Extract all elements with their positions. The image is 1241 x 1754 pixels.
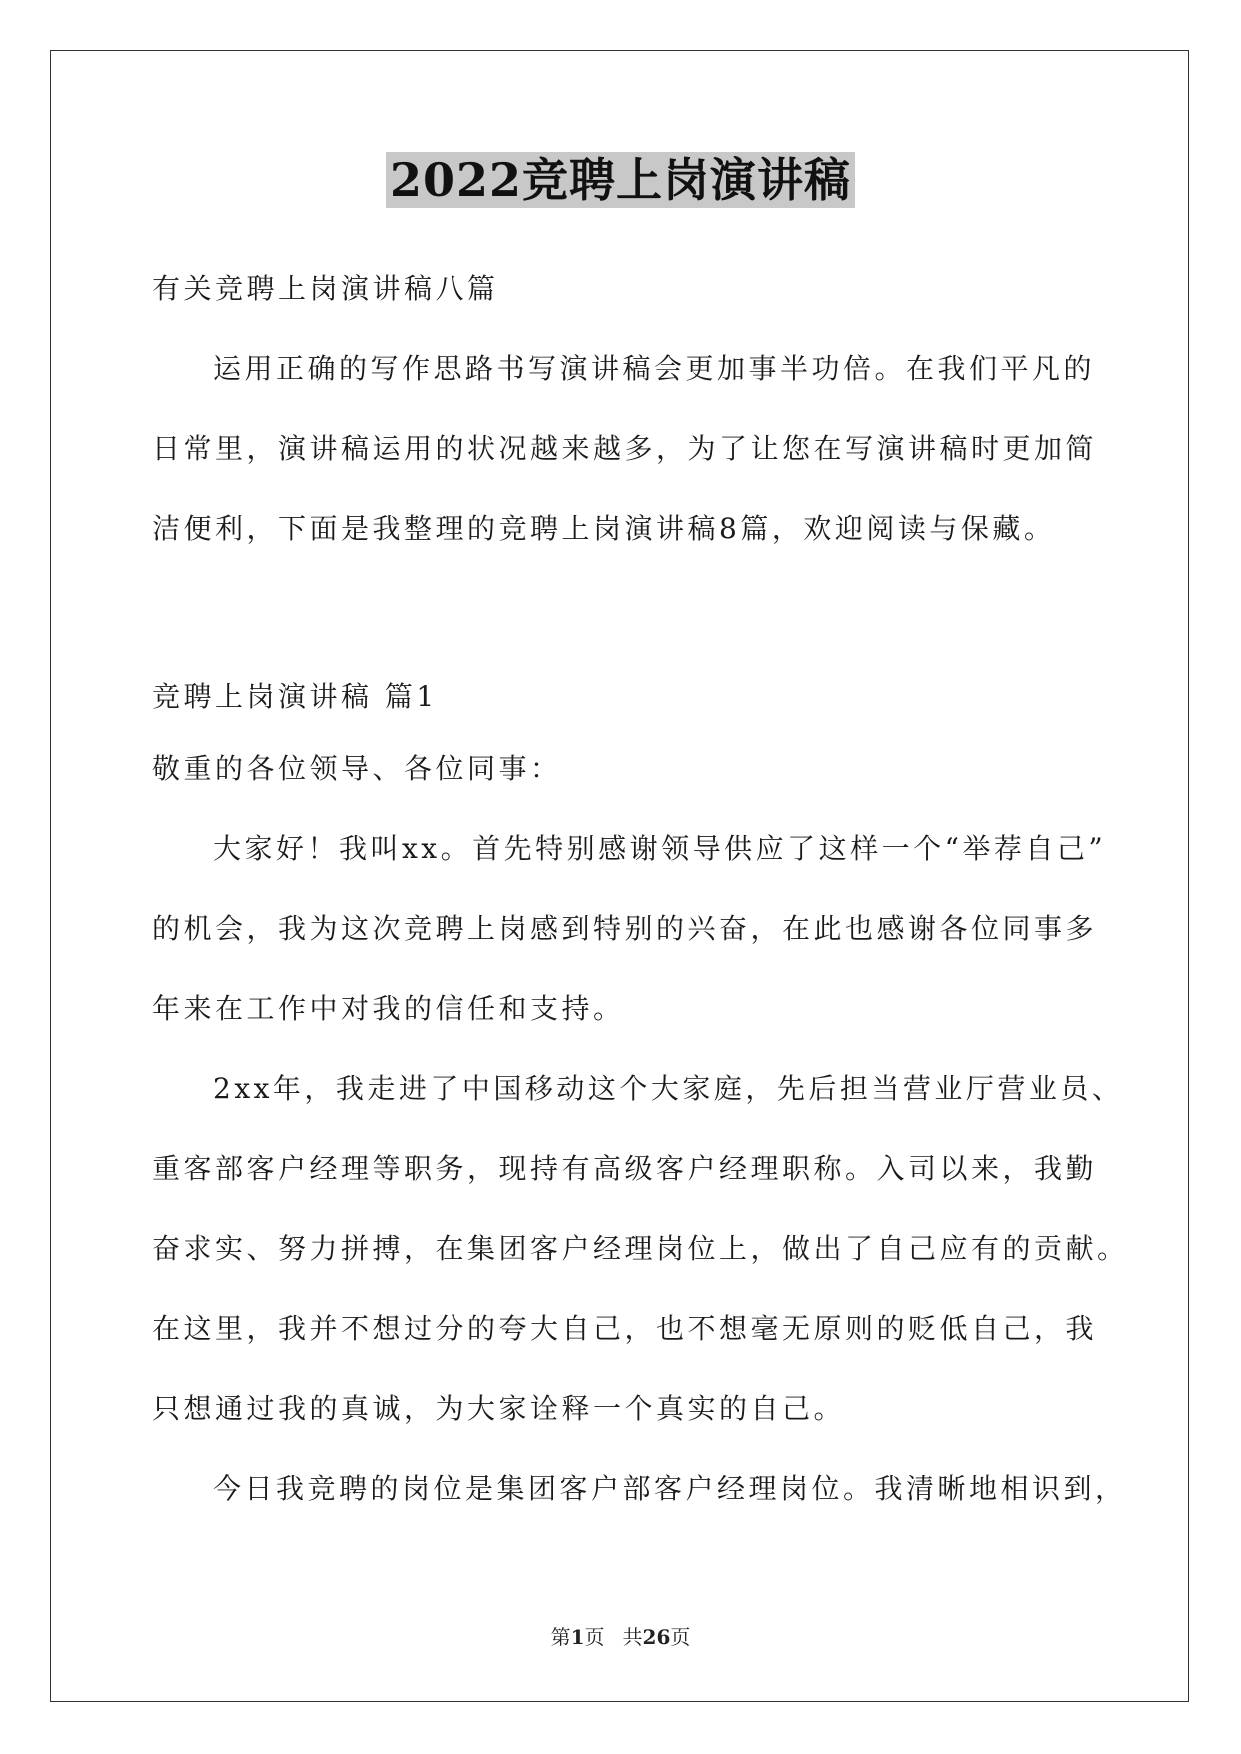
paragraph-line: 重客部客户经理等职务，现持有高级客户经理职称。入司以来，我勤 — [152, 1152, 1098, 1185]
paragraph-line: 2xx年，我走进了中国移动这个大家庭，先后担当营业厅营业员、 — [213, 1072, 1124, 1105]
page-number: 1 — [570, 1625, 585, 1649]
page-footer — [0, 1625, 1241, 1649]
paragraph-line: 的机会，我为这次竞聘上岗感到特别的兴奋，在此也感谢各位同事多 — [152, 912, 1098, 945]
page-prefix: 第 — [550, 1625, 571, 1649]
page-suffix: 页 — [584, 1625, 605, 1649]
paragraph-line: 洁便利，下面是我整理的竞聘上岗演讲稿8篇，欢迎阅读与保藏。 — [152, 512, 1056, 545]
paragraph-line: 今日我竞聘的岗位是集团客户部客户经理岗位。我清晰地相识到， — [213, 1472, 1127, 1505]
document-title-wrap — [0, 152, 1241, 208]
paragraph-line: 年来在工作中对我的信任和支持。 — [152, 992, 625, 1025]
paragraph-line: 大家好！我叫xx。首先特别感谢领导供应了这样一个“举荐自己” — [213, 832, 1107, 865]
paragraph-line: 奋求实、努力拼搏，在集团客户经理岗位上，做出了自己应有的贡献。 — [152, 1232, 1129, 1265]
total-pages: 26 — [642, 1625, 671, 1649]
paragraph-line: 日常里，演讲稿运用的状况越来越多，为了让您在写演讲稿时更加简 — [152, 432, 1098, 465]
paragraph-line: 在这里，我并不想过分的夸大自己，也不想毫无原则的贬低自己，我 — [152, 1312, 1098, 1345]
total-prefix: 共 — [622, 1625, 643, 1649]
paragraph-line: 运用正确的写作思路书写演讲稿会更加事半功倍。在我们平凡的 — [213, 352, 1096, 385]
section-heading: 竞聘上岗演讲稿 篇1 — [152, 680, 438, 713]
salutation-line: 敬重的各位领导、各位同事： — [152, 752, 562, 785]
document-title: 2022竞聘上岗演讲稿 — [386, 152, 855, 208]
total-suffix: 页 — [670, 1625, 691, 1649]
subtitle-line: 有关竞聘上岗演讲稿八篇 — [152, 272, 499, 305]
paragraph-line: 只想通过我的真诚，为大家诠释一个真实的自己。 — [152, 1392, 846, 1425]
